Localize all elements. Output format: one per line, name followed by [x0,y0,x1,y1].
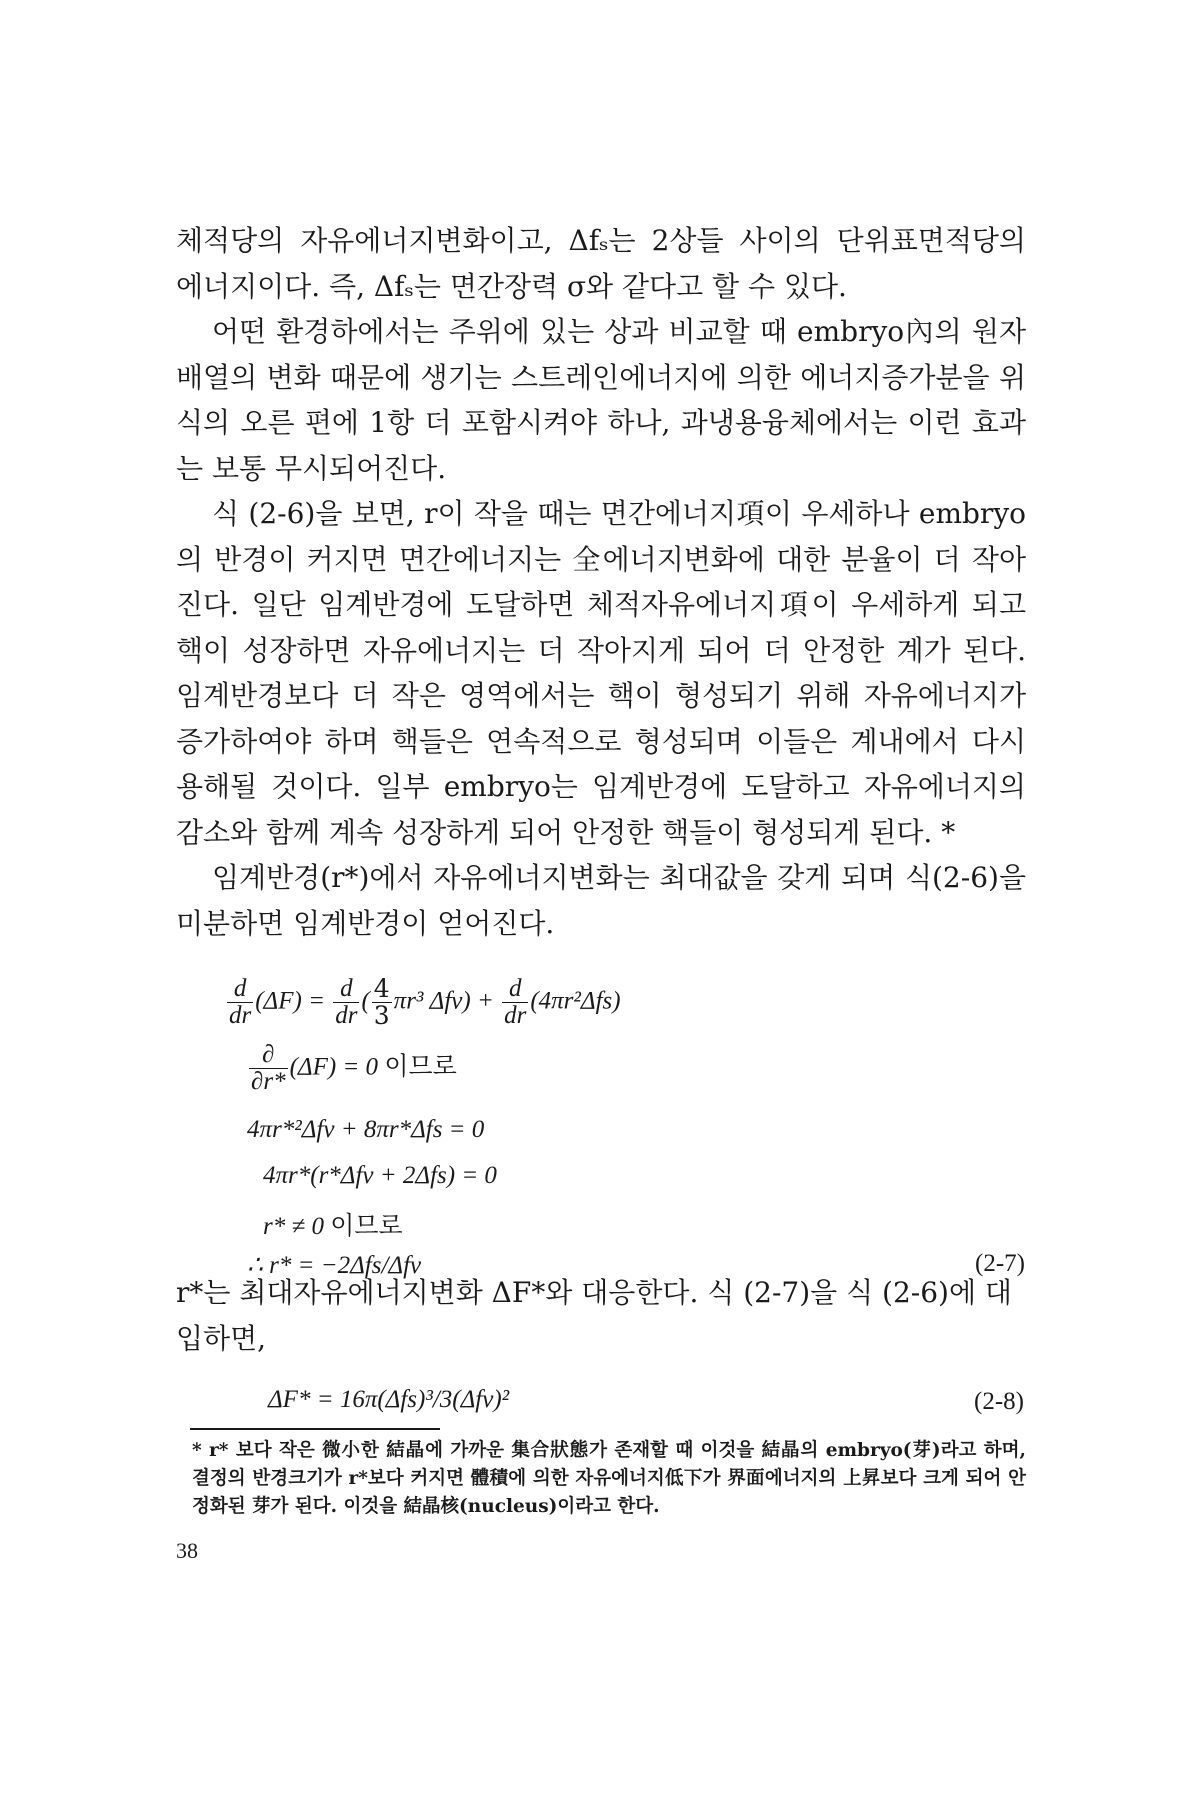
equation-2-8: ΔF* = 16π(Δfs)³/3(Δfv)² [268,1386,510,1413]
equation-line-3: 4πr*²Δfv + 8πr*Δfs = 0 [247,1116,485,1143]
paragraph-after-equations: r*는 최대자유에너지변화 ΔF*와 대응한다. 식 (2-7)을 식 (2-6)에 대입하면, [176,1276,1012,1355]
fraction-d-dr-2: $\frac{d}{dr}$ [335,975,358,1030]
equation-line-4: 4πr*(r*Δfv + 2Δfs) = 0 [263,1162,497,1189]
equation-number-2-7: (2-7) [975,1250,1025,1277]
paragraph-2: 어떤 환경하에서는 주위에 있는 상과 비교할 때 embryo內의 원자배열의 변화 때문에 생기는 스트레인에너지에 의한 에너지증가분을 위 식의 오른 편에 1항 더 포함시켜야 하나, 과냉용융체에서는 이런 효과는 보통 무시되어진다. [176,315,1026,485]
equation-number-2-8: (2-8) [974,1388,1024,1415]
paragraph-1: 체적당의 자유에너지변화이고, Δfₛ는 2상들 사이의 단위표면적당의 에너지이다. 즉, Δfₛ는 면간장력 σ와 같다고 할 수 있다. [176,224,1026,303]
equation-line-6: ∴ r* = −2Δfs/Δfv [247,1252,422,1279]
page-number: 38 [176,1538,198,1563]
fraction-partial: $\frac{\partial}{\partial r*}$ [251,1041,286,1096]
equation-line-1: $\frac{d}{dr}$ (ΔF) = $\frac{d}{dr}$ ( $\frac{4}{3}$ πr³ Δfv) + $\frac{d}{dr}$ (4πr²Δfs) [229,974,621,1031]
equation-line-2: $\frac{\partial}{\partial r*}$ (ΔF) = 0 이므로 [251,1041,457,1096]
paragraph-4: 임계반경(r*)에서 자유에너지변화는 최대값을 갖게 되며 식(2-6)을 미분하면 임계반경이 얻어진다. [176,861,1026,940]
footnote: * r* 보다 작은 微小한 結晶에 가까운 集合狀態가 존재할 때 이것을 結晶의 embryo(芽)라고 하며, 결정의 반경크기가 r*보다 커지면 體積에 의한 자유에너지低下가 界面에너지의 上昇보다 크게 되어 안정화된 芽가 된다. 이것을 結晶核(nucleus)이라고 한다. [192,1440,1026,1517]
fraction-d-dr: $\frac{d}{dr}$ [229,975,252,1030]
body-text [176,218,1026,946]
equation-line-5: r* ≠ 0 이므로 [263,1211,403,1240]
fraction-4-3: $\frac{4}{3}$ [373,974,390,1031]
fraction-d-dr-3: $\frac{d}{dr}$ [504,975,527,1030]
paragraph-3: 식 (2-6)을 보면, r이 작을 때는 면간에너지項이 우세하나 embryo의 반경이 커지면 면간에너지는 全에너지변화에 대한 분율이 더 작아진다. 일단 임계반경에 도달하면 체적자유에너지項이 우세하게 되고 핵이 성장하면 자유에너지는 더 작아지게 되어 더 안정한 계가 된다. 임계반경보다 더 작은 영역에서는 핵이 형성되기 위해 자유에너지가 증가하여야 하며 핵들은 연속적으로 형성되며 이들은 계내에서 다시 용해될 것이다. 일부 embryo는 임계반경에 도달하고 자유에너지의 감소와 함께 계속 성장하게 되어 안정한 핵들이 형성되게 된다. * [176,497,1026,849]
footnote-divider [190,1428,440,1430]
